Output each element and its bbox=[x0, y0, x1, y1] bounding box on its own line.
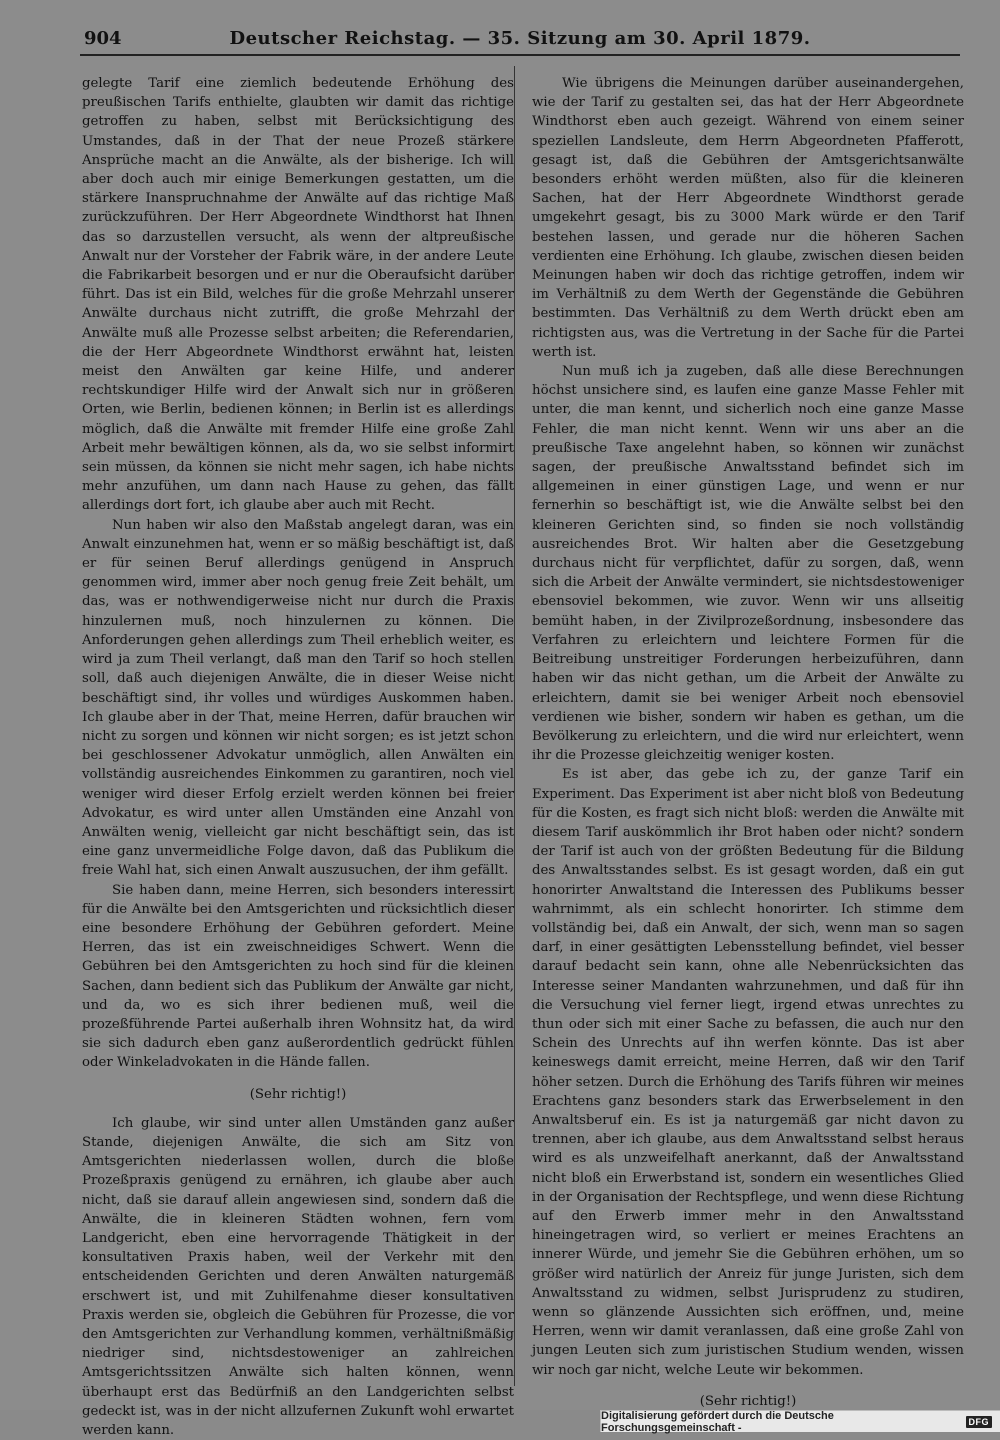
paragraph: Nun muß ich ja zugeben, daß alle diese Berechnungen höchst unsichere sind, es laufen eine ganze Masse Fehler mit unter, die man kennt, und sicherlich noch eine ganze Masse Fehler, die man nicht kennt. Wenn wir uns aber an die preußische Taxe angelehnt haben, so können wir zunächst sagen, der preußische Anwaltsstand befindet sich im allgemeinen in einer günstigen Lage, und wenn er nur fernerhin so beschäftigt ist, wie die Anwälte selbst bei den kleineren Gerichten sind, so finden sie noch vollständig ausreichendes Brot. Wir halten aber die Gesetzgebung durchaus nicht für verpflichtet, dafür zu sorgen, daß, wenn sich die Arbeit der Anwälte vermindert, sie nichtsdestoweniger ebensoviel bekommen, wie zuvor. Wenn wir uns allseitig bemüht haben, in der Zivilprozeßordnung, insbesondere das Verfahren zu erleichtern und leichtere Formen für die Beitreibung unstreitiger Forderungen herbeizuführen, dann haben wir das nicht gethan, um die Arbeit der Anwälte zu erleichtern, damit sie bei weniger Arbeit noch ebensoviel verdienen wie bisher, sondern wir haben es gethan, um die Bevölkerung zu erleichtern, und die wird nur erleichtert, wenn ihr die Prozesse gleichzeitig weniger kosten. bbox=[532, 364, 964, 764]
paragraph: Wie übrigens die Meinungen darüber auseinandergehen, wie der Tarif zu gestalten sei, das hat der Herr Abgeordnete Windthorst eben auch gezeigt. Während von einem seiner speziellen Landsleute, dem Herrn Abgeordneten Pfafferott, gesagt ist, daß die Gebühren der Amtsgerichtsanwälte besonders erhöht werden müßten, also für die kleineren Sachen, hat der Herr Abgeordnete Windthorst gerade umgekehrt gesagt, bis zu 3000 Mark würde er den Tarif bestehen lassen, und gerade nur die höheren Sachen verdienten eine Erhöhung. Ich glaube, zwischen diesen beiden Meinungen haben wir doch das richtige getroffen, indem wir im Verhältniß zu dem Werth der Gegenstände die Gebühren bestimmten. Das Verhältniß zu dem Werth drückt eben am richtigsten aus, was die Vertretung in der Sache für die Partei werth ist. bbox=[532, 76, 964, 360]
credit-text: Digitalisierung gefördert durch die Deutsche Forschungsgemeinschaft - bbox=[601, 1409, 834, 1434]
interjection: (Sehr richtig!) bbox=[249, 1086, 347, 1102]
right-column bbox=[532, 74, 964, 1421]
left-column bbox=[82, 74, 514, 1440]
interjection: (Sehr richtig!) bbox=[699, 1393, 797, 1409]
paragraph: Nun haben wir also den Maßstab angelegt daran, was ein Anwalt einzunehmen hat, wenn er so mäßig beschäftigt ist, daß er für seinen Beruf allerdings genügend in Anspruch genommen wird, immer aber noch genug freie Zeit behält, um das, was er nothwendigerweise nicht nur durch die Praxis hinzulernen muß, noch hinzulernen zu können. Die Anforderungen gehen allerdings zum Theil erheblich weiter, es wird ja zum Theil verlangt, daß man den Tarif so hoch stellen soll, daß auch diejenigen Anwälte, die in dieser Weise nicht beschäftigt sind, ihr volles und würdiges Auskommen haben. Ich glaube aber in der That, meine Herren, dafür brauchen wir nicht zu sorgen und können wir nicht sorgen; es ist jetzt schon bei geschlossener Advokatur unmöglich, allen Anwälten ein vollständig ausreichendes Einkommen zu garantiren, noch viel weniger wird dieser Erfolg erzielt werden können bei freier Advokatur, es wird unter allen Umständen eine Anzahl von Anwälten wenig, vielleicht gar nicht beschäftigt sein, das ist eine ganz unvermeidliche Folge davon, daß das Publikum die freie Wahl hat, sich einen Anwalt auszusuchen, der ihm gefällt. bbox=[82, 517, 514, 879]
paragraph: Ich glaube, wir sind unter allen Umständen ganz außer Stande, diejenigen Anwälte, die sich am Sitz von Amtsgerichten niederlassen wollen, durch die bloße Prozeßpraxis genügend zu ernähren, ich glaube aber auch nicht, daß sie darauf allein angewiesen sind, sondern daß die Anwälte, die in kleineren Städten wohnen, fern vom Landgericht, eben eine hervorragende Thätigkeit in der konsultativen Praxis haben, weil der Verkehr mit den entscheidenden Gerichten und deren Anwälten naturgemäß erschwert ist, und mit Zuhilfenahme dieser konsultativen Praxis werden sie, obgleich die Gebühren für Prozesse, die vor den Amtsgerichten zur Verhandlung kommen, verhältnißmäßig niedriger sind, nichtsdestoweniger an zahlreichen Amtsgerichtssitzen Anwälte sich halten können, wenn überhaupt erst das Bedürfniß an den Landgerichten selbst gedeckt ist, was in der nicht allzufernen Zukunft wohl erwartet werden kann. bbox=[82, 1115, 514, 1439]
paragraph: gelegte Tarif eine ziemlich bedeutende Erhöhung des preußischen Tarifs enthielte, glaubten wir damit das richtige getroffen zu haben, selbst mit Berücksichtigung des Umstandes, daß in der That der neue Prozeß stärkere Ansprüche macht an die Anwälte, als der bisherige. Ich will aber doch auch mir einige Bemerkungen gestatten, um die stärkere Inanspruchnahme der Anwälte auf das richtige Maß zurückzuführen. Der Herr Abgeordnete Windthorst hat Ihnen das so darzustellen versucht, als wenn der altpreußische Anwalt nur der Vorsteher der Fabrik wäre, in der andere Leute die Fabrikarbeit besorgen und er nur die Oberaufsicht darüber führt. Das ist ein Bild, welches für die große Mehrzahl unserer Anwälte durchaus nicht zutrifft, die große Mehrzahl der Anwälte muß alle Prozesse selbst arbeiten; die Referendarien, die der Herr Abgeordnete Windthorst erwähnt hat, leisten meist den Anwälten gar keine Hilfe, und anderer rechtskundiger Hilfe wird der Anwalt sich nur in größeren Orten, wie Berlin, bedienen können; in Berlin ist es allerdings möglich, daß die Anwälte mit fremder Hilfe eine große Zahl Arbeit mehr bewältigen können, als da, wo sie selbst informirt sein müssen, da können sie nicht mehr sagen, ich habe nichts mehr anzufühen, um dann nach Hause zu gehen, das fällt allerdings dort fort, ich glaube aber auch mit Recht. bbox=[82, 76, 514, 514]
paragraph: Sie haben dann, meine Herren, sich besonders interessirt für die Anwälte bei den Amtsgerichten und rücksichtlich dieser eine besondere Erhöhung der Gebühren gefordert. Meine Herren, das ist ein zweischneidiges Schwert. Wenn die Gebühren bei den Amtsgerichten zu hoch sind für die kleinen Sachen, dann bedient sich das Publikum der Anwälte gar nicht, und da, wo es sich ihrer bedienen muß, weil die prozeßführende Partei außerhalb ihren Wohnsitz hat, da wird sie sich dadurch eben ganz außerordentlich gedrückt fühlen oder Winkeladvokaten in die Hände fallen. bbox=[82, 882, 514, 1071]
page-header bbox=[80, 28, 960, 56]
digitization-credit bbox=[600, 1410, 1000, 1432]
page-number: 904 bbox=[84, 28, 122, 49]
paragraph: Es ist aber, das gebe ich zu, der ganze Tarif ein Experiment. Das Experiment ist aber nicht bloß von Bedeutung für die Kosten, es fragt sich nicht bloß: werden die Anwälte mit diesem Tarif auskömmlich ihr Brot haben oder nicht? sondern der Tarif ist auch von der größten Bedeutung für die Bildung des Anwaltsstandes selbst. Es ist gesagt worden, daß ein gut honorirter Anwaltstand die Interessen des Publikums besser wahrnimmt, als ein schlecht honorirter. Ich stimme dem vollständig bei, daß ein Anwalt, der sich, wenn man so sagen darf, in einer gesättigten Lebensstellung befindet, viel besser darauf bedacht sein kann, ohne alle Nebenrücksichten das Interesse seiner Mandanten wahrzunehmen, und daß für ihn die Versuchung viel ferner liegt, irgend etwas unrechtes zu thun oder sich mit einer Sache zu befassen, die auch nur den Schein des Unrechts auf ihn werfen könnte. Das ist aber keineswegs damit erreicht, meine Herren, daß wir den Tarif höher setzen. Durch die Erhöhung des Tarifs führen wir meines Erachtens ganz besonders stark das Erwerbselement in den Anwaltsberuf ein. Es ist ja naturgemäß gar nicht davon zu trennen, aber ich glaube, aus dem Anwaltsstand selbst heraus wird es als unzweifelhaft anerkannt, daß der Anwaltsstand nicht bloß ein Erwerbstand ist, sondern ein wesentliches Glied in der Organisation der Rechtspflege, und wenn diese Richtung auf den Erwerb immer mehr in den Anwaltsstand hineingetragen wird, so verliert er meines Erachtens an innerer Würde, und jemehr Sie die Gebühren erhöhen, um so größer wird natürlich der Anreiz für junge Juristen, sich dem Anwaltsstand zu widmen, selbst Jurisprudenz zu studiren, wenn so glänzende Aussichten sich eröffnen, und, meine Herren, wenn wir damit veranlassen, daß eine große Zahl von jungen Leuten sich zum juristischen Studium wenden, wissen wir noch gar nicht, welche Leute wir bekommen. bbox=[532, 767, 964, 1378]
dfg-logo[interactable]: DFG bbox=[966, 1416, 993, 1428]
column-divider bbox=[514, 66, 515, 1386]
running-title: Deutscher Reichstag. — 35. Sitzung am 30. April 1879. bbox=[229, 28, 811, 49]
